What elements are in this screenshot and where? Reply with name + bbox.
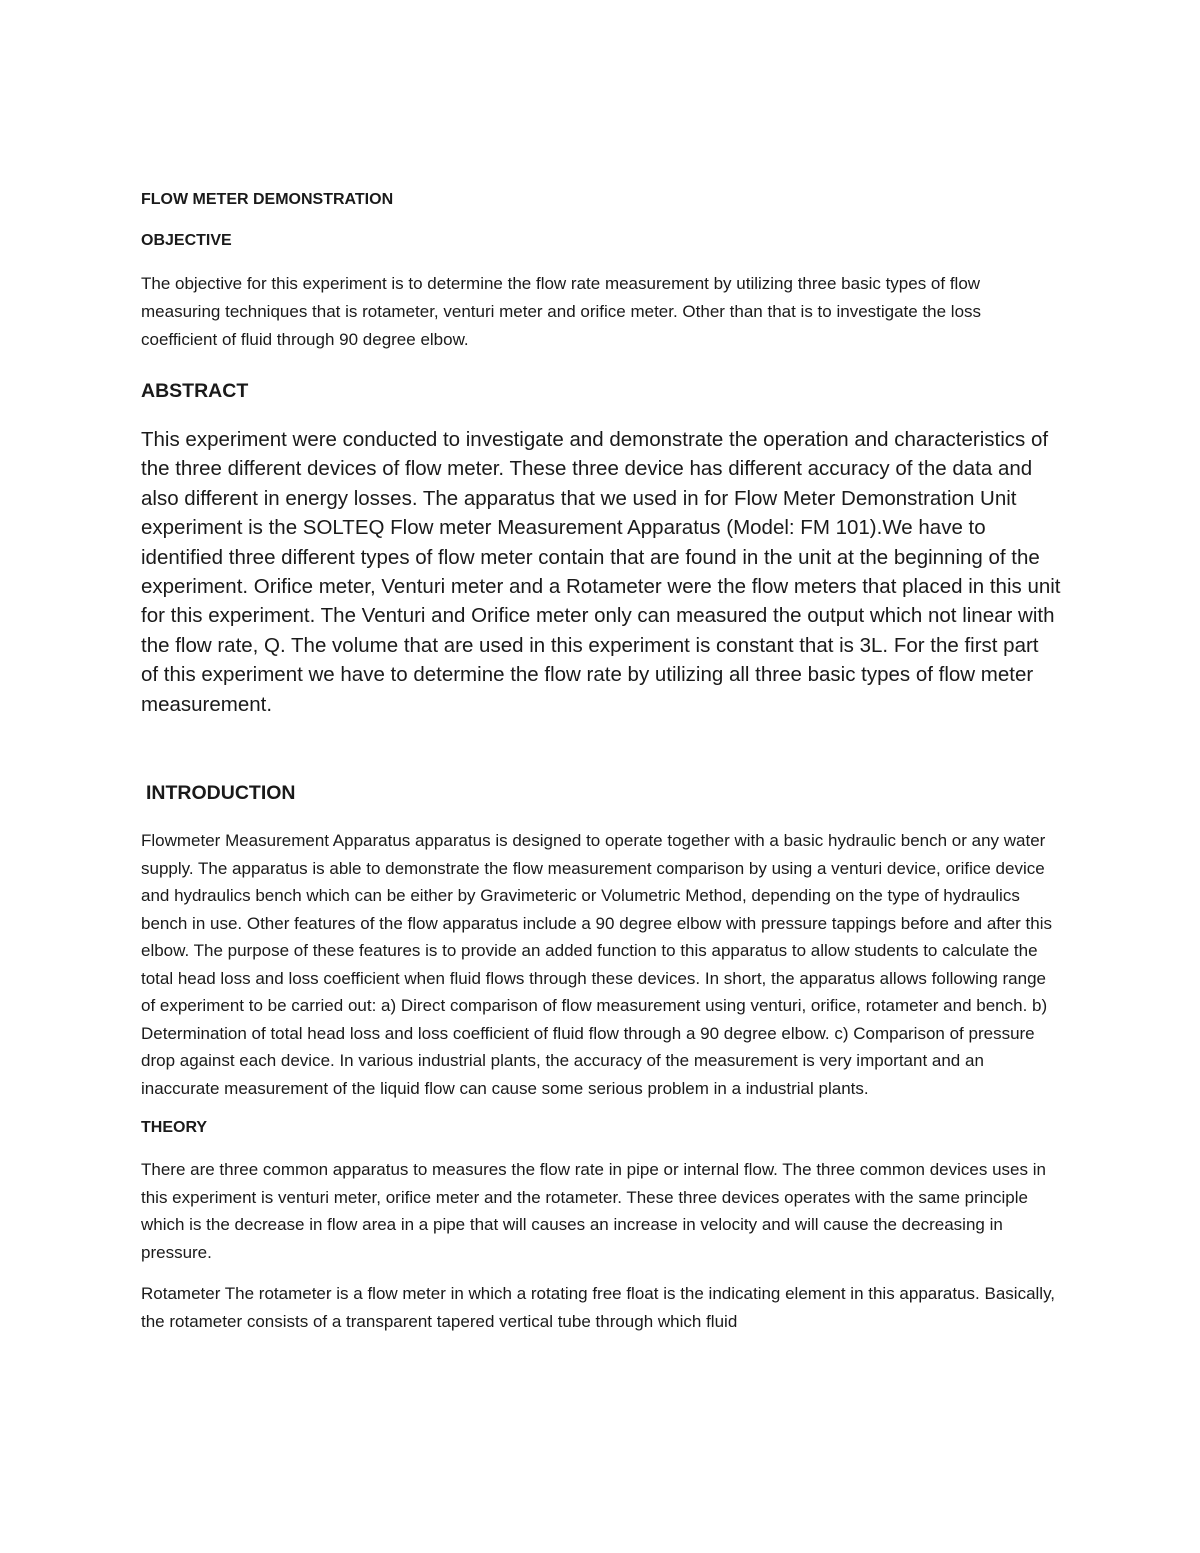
abstract-heading: ABSTRACT bbox=[141, 380, 249, 402]
rotameter-paragraph: Rotameter The rotameter is a flow meter in which a rotating free float is the indicating element in this apparatus. Basically, the rotameter consists of a transparent tapered vertical tube through which fluid bbox=[141, 1284, 1056, 1331]
document-page bbox=[141, 188, 1061, 1335]
document-title: FLOW METER DEMONSTRATION bbox=[141, 191, 394, 208]
abstract-paragraph: This experiment were conducted to investigate and demonstrate the operation and characteristics of the three different devices of flow meter. These three device has different accuracy of the data and also different in energy losses. The apparatus that we used in for Flow Meter Demonstration Unit experiment is the SOLTEQ Flow meter Measurement Apparatus (Model: FM 101).We have to identified three different types of flow meter contain that are found in the unit at the beginning of the experiment. Orifice meter, Venturi meter and a Rotameter were the flow meters that placed in this unit for this experiment. The Venturi and Orifice meter only can measured the output which not linear with the flow rate, Q. The volume that are used in this experiment is constant that is 3L. For the first part of this experiment we have to determine the flow rate by utilizing all three basic types of flow meter measurement. bbox=[141, 428, 1061, 716]
objective-paragraph: The objective for this experiment is to determine the flow rate measurement by utilizing three basic types of flow measuring techniques that is rotameter, venturi meter and orifice meter. Other than that is to investigate the loss coefficient of fluid through 90 degree elbow. bbox=[141, 274, 982, 349]
introduction-heading: INTRODUCTION bbox=[146, 782, 296, 805]
theory-paragraph: There are three common apparatus to measures the flow rate in pipe or internal flow. The three common devices uses in this experiment is venturi meter, orifice meter and the rotameter. These three devices operates with the same principle which is the decrease in flow area in a pipe that will causes an increase in velocity and will cause the decreasing in pressure. bbox=[141, 1160, 1046, 1262]
objective-heading: OBJECTIVE bbox=[141, 232, 232, 249]
introduction-paragraph: Flowmeter Measurement Apparatus apparatus is designed to operate together with a basic hydraulic bench or any water supply. The apparatus is able to demonstrate the flow measurement comparison by using a venturi device, orifice device and hydraulics bench which can be either by Gravimeteric or Volumetric Method, depending on the type of hydraulics bench in use. Other features of the flow apparatus include a 90 degree elbow with pressure tappings before and after this elbow. The purpose of these features is to provide an added function to this apparatus to allow students to calculate the total head loss and loss coefficient when fluid flows through these devices. In short, the apparatus allows following range of experiment to be carried out: a) Direct comparison of flow measurement using venturi, orifice, rotameter and bench. b) Determination of total head loss and loss coefficient of fluid flow through a 90 degree elbow. c) Comparison of pressure drop against each device. In various industrial plants, the accuracy of the measurement is very important and an inaccurate measurement of the liquid flow can cause some serious problem in a industrial plants. bbox=[141, 831, 1053, 1098]
theory-heading: THEORY bbox=[141, 1119, 208, 1137]
